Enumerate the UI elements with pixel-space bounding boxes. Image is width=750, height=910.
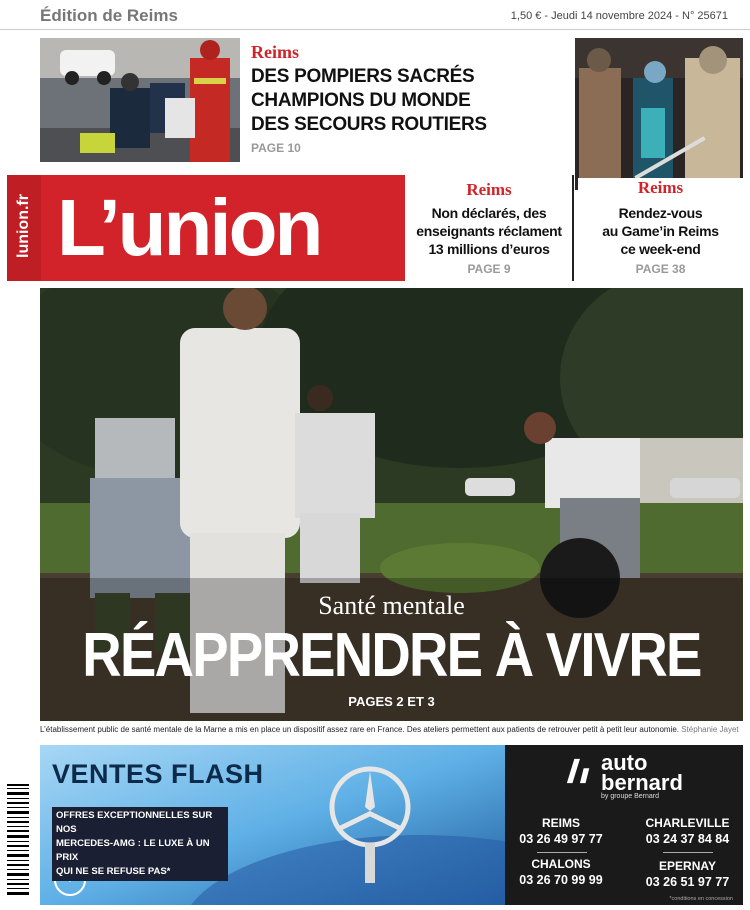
auto-bernard-logo-icon <box>565 757 593 785</box>
divider <box>537 852 587 853</box>
ad-dealer-panel <box>505 745 743 905</box>
gamein-teaser-line: ce week-end <box>620 241 701 257</box>
gamein-teaser-page: PAGE 38 <box>635 262 686 276</box>
ad-headline: VENTES FLASH <box>52 759 264 789</box>
masthead-logo[interactable] <box>7 175 405 281</box>
ad-offer-line: MERCEDES-AMG : LE LUXE À UN PRIX <box>56 838 210 863</box>
teacher-teaser[interactable] <box>408 180 570 276</box>
gamein-teaser-kicker: Reims <box>637 178 684 197</box>
top-teaser-title-line: CHAMPIONS DU MONDE <box>251 90 471 111</box>
gamein-teaser[interactable] <box>578 178 743 276</box>
teacher-teaser-line: 13 millions d’euros <box>428 241 550 257</box>
dealer-city: EPERNAY <box>659 859 716 873</box>
hero-story[interactable] <box>40 288 743 721</box>
hero-title: RÉAPPRENDRE À VIVRE <box>82 621 701 690</box>
ad-offer <box>52 807 228 881</box>
gamein-teaser-line: au Game’in Reims <box>602 223 719 239</box>
website-tag[interactable] <box>7 175 41 281</box>
dealer-phone: 03 26 70 99 99 <box>519 873 603 887</box>
ad-visual <box>40 745 505 905</box>
firefighters-photo[interactable] <box>40 38 240 162</box>
dealer-city: CHALONS <box>531 857 591 871</box>
gamein-teaser-line: Rendez-vous <box>618 205 703 221</box>
dealer-city: CHARLEVILLE <box>645 816 730 830</box>
dealer-reims <box>511 815 611 847</box>
hero-caption-text: L’établissement public de santé mentale de la Marne a mis en place un dispositif assez rare en France. Des ateliers permettent aux patients de retrouver petit à petit leur autonomie. <box>40 725 680 734</box>
dealer-phone: 03 26 49 97 77 <box>519 832 603 846</box>
teacher-teaser-kicker: Reims <box>466 180 512 199</box>
dealer-charleville <box>635 815 740 847</box>
dealer-phone: 03 26 51 97 77 <box>645 875 730 889</box>
top-teaser-title-line: DES POMPIERS SACRÉS <box>251 66 475 87</box>
dealer-city: REIMS <box>541 816 580 830</box>
divider <box>663 852 713 853</box>
barcode <box>5 780 31 900</box>
teacher-teaser-line: enseignants réclament <box>416 223 562 239</box>
teacher-teaser-line: Non déclarés, des <box>431 205 547 221</box>
website-tag-text: lunion.fr <box>15 194 32 258</box>
auto-bernard-ad[interactable] <box>40 745 743 905</box>
top-teaser-page: PAGE 10 <box>251 141 301 155</box>
ad-offer-line: QUI NE SE REFUSE PAS* <box>56 866 171 877</box>
ad-group: by groupe Bernard <box>601 793 659 800</box>
edition-bar <box>0 0 750 30</box>
dealer-phone: 03 24 37 84 84 <box>645 832 730 846</box>
issue-info: 1,50 € - Jeudi 14 novembre 2024 - N° 25671 <box>510 10 728 22</box>
ad-conditions: *conditions en concession <box>669 896 733 902</box>
gamein-costume-photo[interactable] <box>575 38 743 190</box>
photo-credit: Stéphanie Jayet <box>681 725 739 734</box>
column-divider <box>572 175 574 281</box>
ad-brand-line: auto <box>601 750 648 775</box>
top-teaser-title-line: DES SECOURS ROUTIERS <box>251 114 487 135</box>
ad-brand-line: bernard <box>601 770 683 795</box>
ad-brand <box>601 750 683 795</box>
hero-caption <box>40 725 745 734</box>
top-teaser[interactable] <box>251 42 561 155</box>
ad-offer-line: OFFRES EXCEPTIONNELLES SUR NOS <box>56 810 213 835</box>
hero-pages: PAGES 2 ET 3 <box>348 694 435 709</box>
hero-kicker: Santé mentale <box>318 591 465 620</box>
top-teaser-kicker: Reims <box>251 42 299 62</box>
edition-label: Édition de Reims <box>40 6 178 25</box>
teacher-teaser-page: PAGE 9 <box>467 262 511 276</box>
logo-wordmark: L’union <box>57 183 321 272</box>
dealer-chalons <box>511 856 611 888</box>
dealer-epernay <box>635 858 740 890</box>
